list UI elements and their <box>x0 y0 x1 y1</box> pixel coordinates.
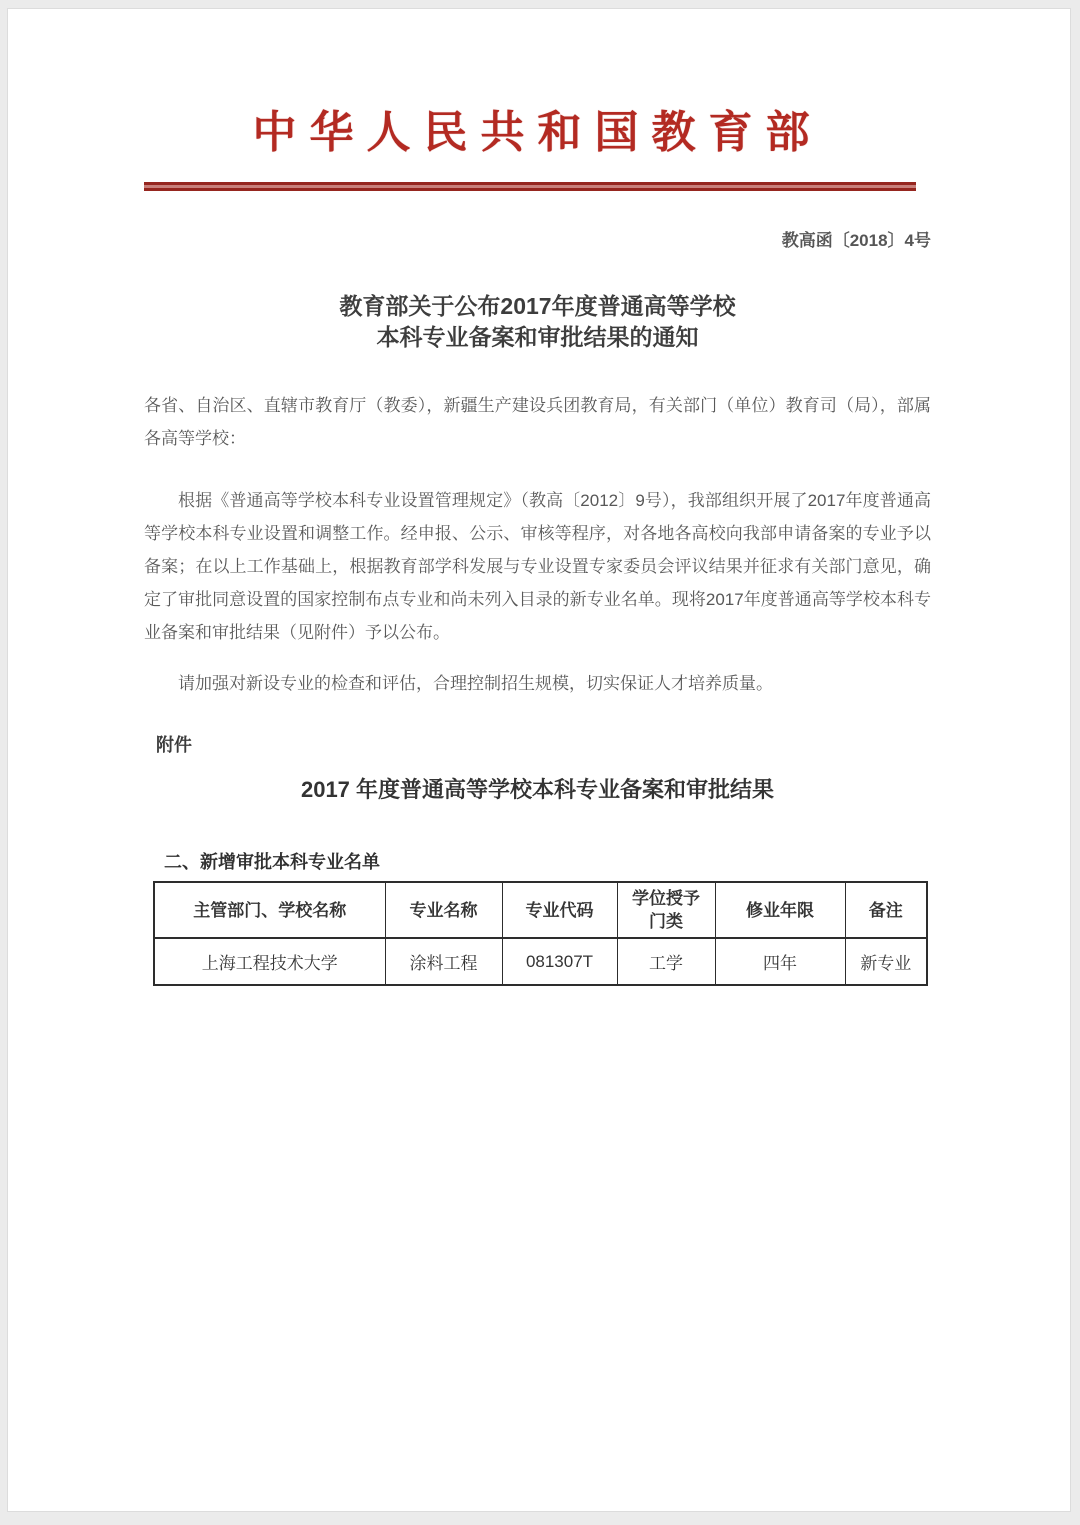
column-header: 专业名称 <box>385 882 502 938</box>
table-cell: 081307T <box>502 938 617 985</box>
table-cell: 四年 <box>715 938 845 985</box>
document-page <box>7 8 1071 1512</box>
column-header: 修业年限 <box>715 882 845 938</box>
letterhead-red-divider <box>144 182 916 191</box>
table-cell: 工学 <box>617 938 715 985</box>
salutation: 各省、自治区、直辖市教育厅（教委），新疆生产建设兵团教育局，有关部门（单位）教育司（局），部属各高等学校： <box>144 396 931 448</box>
column-header: 专业代码 <box>502 882 617 938</box>
approval-table <box>153 881 928 986</box>
letterhead-org-name: 中华人民共和国教育部 <box>252 108 823 157</box>
section-title: 二、新增审批本科专业名单 <box>164 852 380 872</box>
column-header: 主管部门、学校名称 <box>154 882 385 938</box>
attachment-label: 附件 <box>156 735 192 755</box>
body-paragraph-1: 根据《普通高等学校本科专业设置管理规定》（教高〔2012〕9号），我部组织开展了2017年度普通高等学校本科专业设置和调整工作。经申报、公示、审核等程序，对各地各高校向我部申请备案的专业予以备案；在以上工作基础上，根据教育部学科发展与专业设置专家委员会评议结果并征求有关部门意见，确定了审批同意设置的国家控制布点专业和尚未列入目录的新专业名单。现将2017年度普通高等学校本科专业备案和审批结果（见附件）予以公布。 <box>144 491 931 642</box>
attachment-title: 2017 年度普通高等学校本科专业备案和审批结果 <box>300 777 775 802</box>
table-cell: 涂料工程 <box>385 938 502 985</box>
column-header: 学位授予门类 <box>617 882 715 938</box>
notice-title <box>144 291 931 353</box>
table-row <box>154 938 927 985</box>
column-header: 备注 <box>845 882 927 938</box>
table-body <box>154 938 927 985</box>
table-header-row <box>154 882 927 938</box>
body-paragraph-2: 请加强对新设专业的检查和评估，合理控制招生规模，切实保证人才培养质量。 <box>178 674 773 693</box>
document-number: 教高函〔2018〕4号 <box>781 231 931 250</box>
document-content <box>144 9 931 986</box>
notice-title-line2: 本科专业备案和审批结果的通知 <box>376 324 699 350</box>
table-cell: 上海工程技术大学 <box>154 938 385 985</box>
notice-title-line1: 教育部关于公布2017年度普通高等学校 <box>339 293 736 319</box>
table-cell: 新专业 <box>845 938 927 985</box>
